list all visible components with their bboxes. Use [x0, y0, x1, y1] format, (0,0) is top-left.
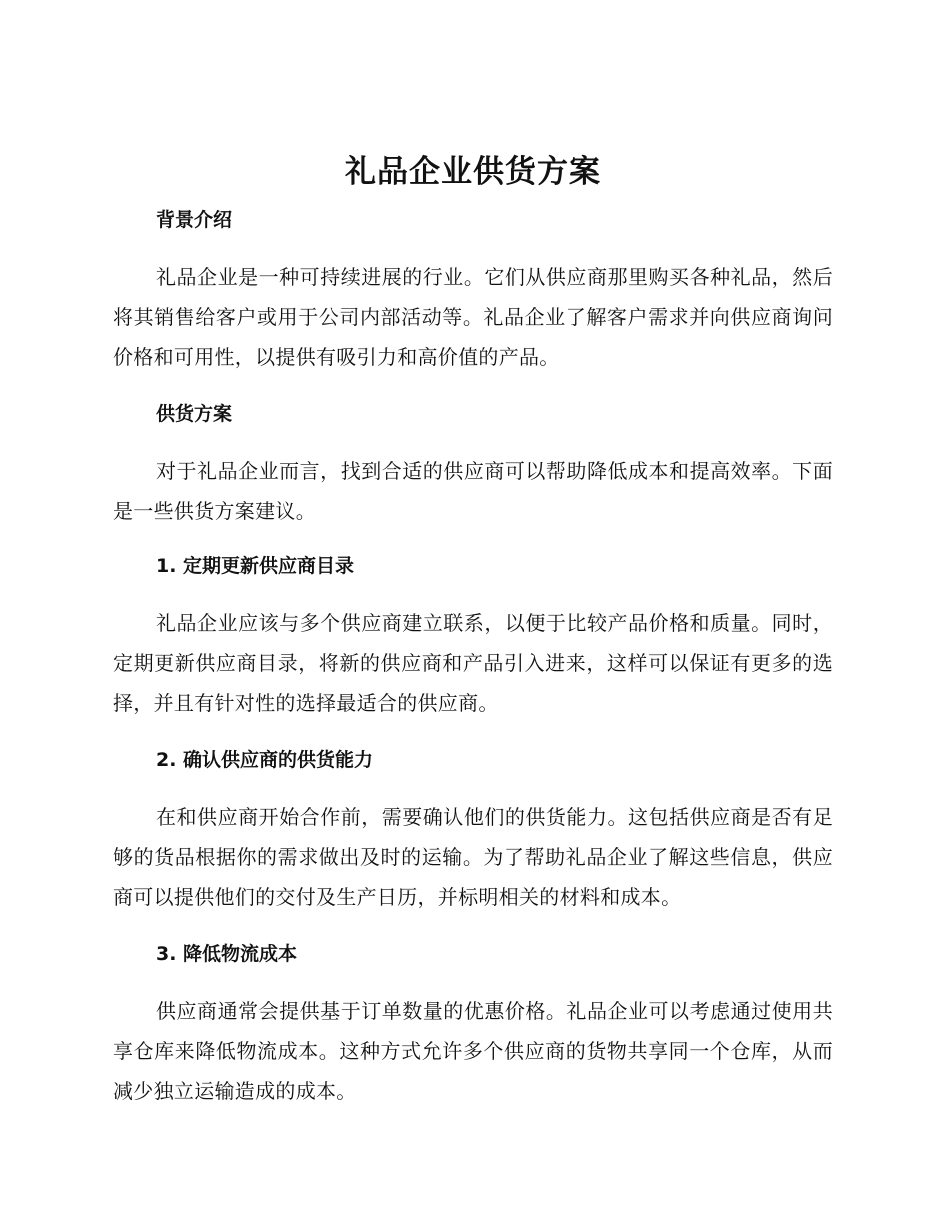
section-logistics-cost	[113, 940, 833, 1111]
document-title: 礼品企业供货方案	[345, 154, 601, 190]
section-heading: 背景介绍	[156, 209, 233, 231]
section-paragraph: 礼品企业应该与多个供应商建立联系，以便于比较产品价格和质量。同时，定期更新供应商目录，将新的供应商和产品引入进来，这样可以保证有更多的选择，并且有针对性的选择最适合的供应商。	[113, 611, 833, 715]
section-paragraph: 礼品企业是一种可持续进展的行业。它们从供应商那里购买各种礼品，然后将其销售给客户或用于公司内部活动等。礼品企业了解客户需求并向供应商询问价格和可用性，以提供有吸引力和高价值的产品。	[113, 265, 833, 369]
section-supply-plan	[113, 400, 833, 531]
section-heading: 1. 定期更新供应商目录	[156, 555, 355, 577]
section-paragraph: 对于礼品企业而言，找到合适的供应商可以帮助降低成本和提高效率。下面是一些供货方案建议。	[113, 459, 833, 523]
section-paragraph: 在和供应商开始合作前，需要确认他们的供货能力。这包括供应商是否有足够的货品根据你的需求做出及时的运输。为了帮助礼品企业了解这些信息，供应商可以提供他们的交付及生产日历，并标明相关的材料和成本。	[113, 805, 833, 909]
section-heading: 2. 确认供应商的供货能力	[156, 749, 374, 771]
section-heading: 3. 降低物流成本	[156, 943, 298, 965]
section-background	[113, 206, 833, 377]
section-supply-capacity	[113, 746, 833, 917]
section-heading: 供货方案	[156, 403, 233, 425]
section-update-catalog	[113, 552, 833, 723]
section-paragraph: 供应商通常会提供基于订单数量的优惠价格。礼品企业可以考虑通过使用共享仓库来降低物流成本。这种方式允许多个供应商的货物共享同一个仓库，从而减少独立运输造成的成本。	[113, 999, 833, 1103]
